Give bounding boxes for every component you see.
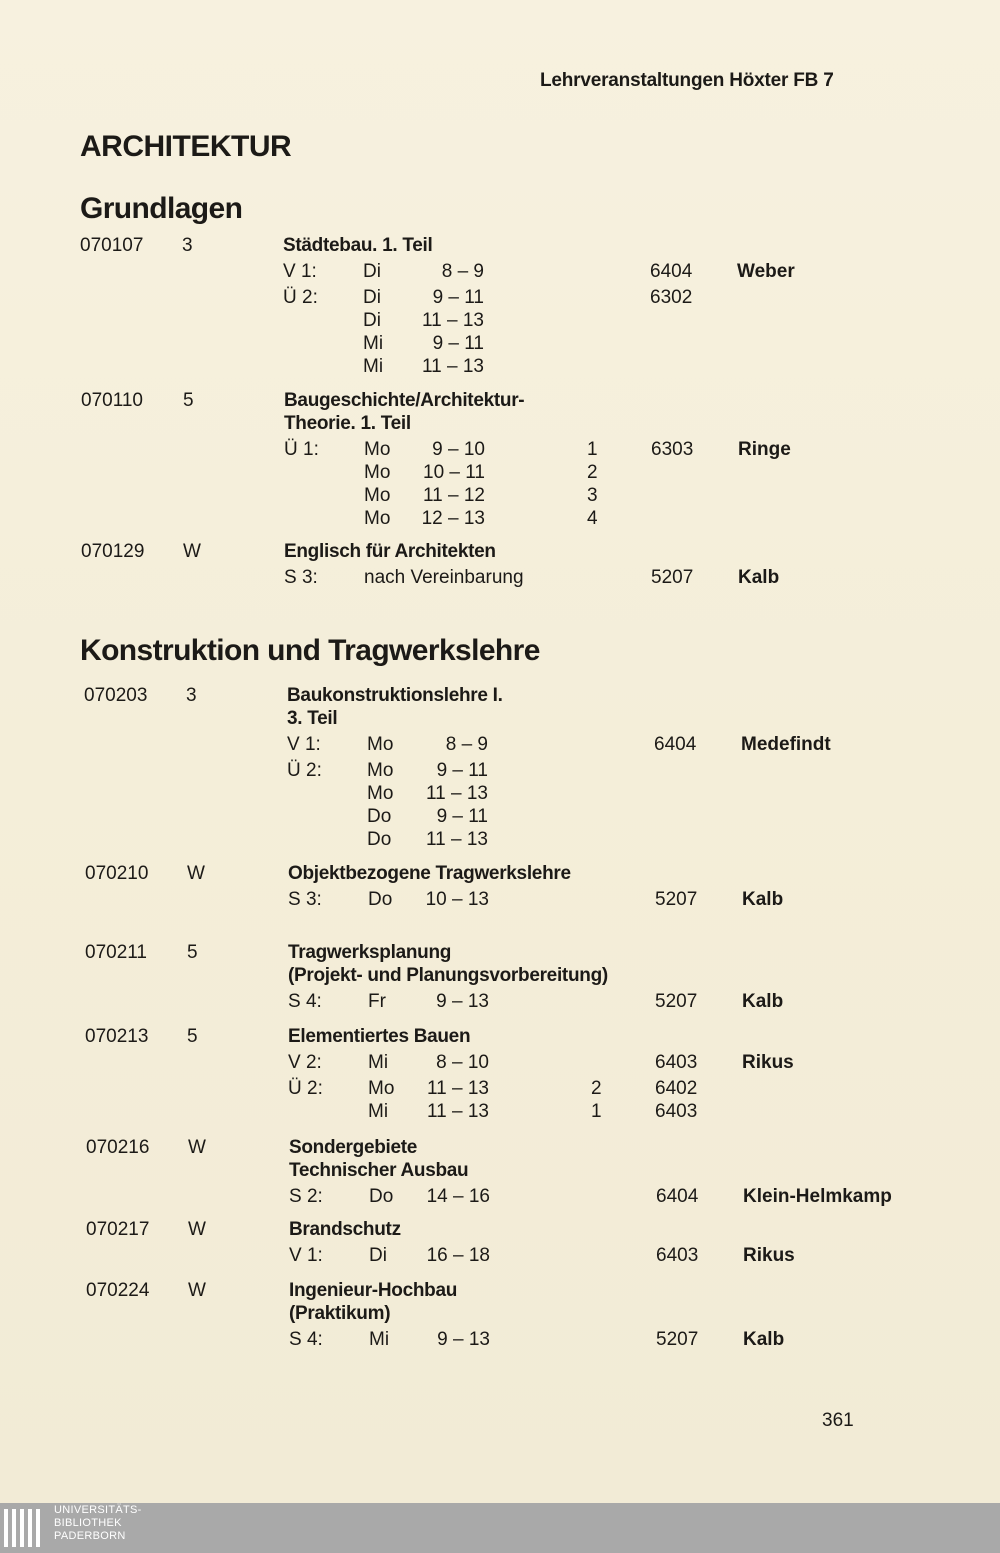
session-time: 11 – 13	[422, 356, 484, 377]
session-day: Fr	[368, 991, 386, 1012]
course-credit: 3	[186, 685, 197, 706]
session-lecturer: Kalb	[742, 991, 784, 1012]
course-credit: W	[188, 1219, 206, 1240]
running-header: Lehrveranstaltungen Höxter FB 7	[540, 70, 834, 91]
course-code: 070203	[84, 685, 148, 706]
session-day: Do	[367, 806, 392, 827]
session-day: Di	[369, 1245, 387, 1266]
session-type: S 3:	[284, 567, 318, 588]
session-type: V 1:	[287, 734, 321, 755]
session-room: 6404	[650, 261, 693, 282]
session-day: Do	[369, 1186, 394, 1207]
session-day: Mo	[368, 1078, 395, 1099]
session-type: V 1:	[283, 261, 317, 282]
session-type: Ü 1:	[284, 439, 319, 460]
session-day: Mi	[363, 356, 384, 377]
library-footer-banner	[0, 1503, 1000, 1553]
session-time: 14 – 16	[426, 1186, 490, 1207]
course-title: Städtebau. 1. Teil	[283, 235, 433, 256]
session-time: 11 – 13	[422, 310, 484, 331]
course-code: 070211	[85, 942, 147, 963]
session-day: Di	[363, 310, 381, 331]
session-room: 5207	[656, 1329, 699, 1350]
session-type: S 2:	[289, 1186, 323, 1207]
session-day: Mi	[368, 1101, 389, 1122]
session-time: 8 – 10	[436, 1052, 489, 1073]
course-credit: 5	[183, 390, 194, 411]
section-heading: Konstruktion und Tragwerkslehre	[80, 634, 540, 667]
section-heading: Grundlagen	[80, 192, 243, 225]
session-time: 9 – 13	[437, 1329, 490, 1350]
course-title: Ingenieur-Hochbau	[289, 1280, 458, 1301]
session-group: 1	[587, 439, 598, 460]
course-title: Baukonstruktionslehre I.	[287, 685, 503, 706]
session-day: Mo	[364, 485, 391, 506]
session-type: Ü 2:	[287, 760, 322, 781]
session-room: 6402	[655, 1078, 698, 1099]
session-time: 11 – 13	[427, 1101, 489, 1122]
session-time: 9 – 11	[432, 287, 484, 308]
session-lecturer: Kalb	[738, 567, 780, 588]
course-code: 070213	[85, 1026, 149, 1047]
session-day: Mo	[367, 734, 394, 755]
session-time: 12 – 13	[421, 508, 485, 529]
course-credit: W	[187, 863, 205, 884]
session-time: 11 – 13	[426, 783, 488, 804]
session-group: 3	[587, 485, 598, 506]
session-day: Mo	[364, 439, 391, 460]
session-lecturer: Kalb	[743, 1329, 785, 1350]
session-day: Do	[367, 829, 392, 850]
session-type: Ü 2:	[283, 287, 318, 308]
session-lecturer: Kalb	[742, 889, 784, 910]
faculty-heading: ARCHITEKTUR	[80, 130, 292, 163]
course-title: Sondergebiete	[289, 1137, 418, 1158]
course-title: Theorie. 1. Teil	[284, 413, 411, 434]
course-code: 070129	[81, 541, 145, 562]
course-title: Englisch für Architekten	[284, 541, 496, 562]
session-day: nach Vereinbarung	[364, 567, 524, 588]
session-type: V 1:	[289, 1245, 323, 1266]
session-time: 9 – 13	[436, 991, 489, 1012]
session-time: 9 – 11	[432, 333, 484, 354]
session-time: 11 – 13	[427, 1078, 489, 1099]
session-room: 5207	[655, 991, 698, 1012]
course-title: (Praktikum)	[289, 1303, 391, 1324]
library-name-line: BIBLIOTHEK	[54, 1517, 122, 1529]
session-time: 11 – 12	[423, 485, 485, 506]
session-room: 5207	[651, 567, 694, 588]
library-name-line: PADERBORN	[54, 1530, 126, 1542]
session-time: 9 – 11	[436, 760, 488, 781]
course-code: 070107	[80, 235, 144, 256]
session-day: Mi	[368, 1052, 389, 1073]
course-title: Objektbezogene Tragwerkslehre	[288, 863, 571, 884]
library-logo-icon	[4, 1509, 48, 1549]
session-time: 8 – 9	[445, 734, 488, 755]
course-credit: 3	[182, 235, 193, 256]
session-lecturer: Rikus	[743, 1245, 795, 1266]
session-group: 2	[587, 462, 598, 483]
session-lecturer: Ringe	[738, 439, 791, 460]
library-name	[54, 1504, 142, 1543]
course-title: Technischer Ausbau	[289, 1160, 469, 1181]
session-day: Di	[363, 287, 381, 308]
session-group: 4	[587, 508, 598, 529]
session-room: 6404	[654, 734, 697, 755]
course-title: Baugeschichte/Architektur-	[284, 390, 525, 411]
session-type: S 3:	[288, 889, 322, 910]
session-type: S 4:	[288, 991, 322, 1012]
session-time: 8 – 9	[441, 261, 484, 282]
session-room: 6403	[655, 1052, 698, 1073]
session-lecturer: Medefindt	[741, 734, 831, 755]
course-title: 3. Teil	[287, 708, 338, 729]
course-title: Tragwerksplanung	[288, 942, 452, 963]
session-lecturer: Weber	[737, 261, 795, 282]
session-room: 5207	[655, 889, 698, 910]
course-credit: W	[188, 1137, 206, 1158]
session-type: V 2:	[288, 1052, 322, 1073]
session-time: 11 – 13	[426, 829, 488, 850]
course-credit: W	[183, 541, 201, 562]
session-group: 1	[591, 1101, 602, 1122]
page-number: 361	[822, 1410, 854, 1431]
library-name-line: UNIVERSITÄTS-	[54, 1504, 142, 1516]
session-lecturer: Klein-Helmkamp	[743, 1186, 892, 1207]
session-day: Mo	[367, 760, 394, 781]
course-title: (Projekt- und Planungsvorbereitung)	[288, 965, 608, 986]
course-code: 070216	[86, 1137, 150, 1158]
session-time: 9 – 11	[436, 806, 488, 827]
course-credit: 5	[187, 1026, 198, 1047]
session-day: Do	[368, 889, 393, 910]
session-type: Ü 2:	[288, 1078, 323, 1099]
session-day: Mi	[363, 333, 384, 354]
session-group: 2	[591, 1078, 602, 1099]
session-day: Mo	[367, 783, 394, 804]
course-credit: W	[188, 1280, 206, 1301]
course-code: 070217	[86, 1219, 150, 1240]
course-credit: 5	[187, 942, 198, 963]
course-title: Elementiertes Bauen	[288, 1026, 471, 1047]
session-day: Mi	[369, 1329, 390, 1350]
session-room: 6302	[650, 287, 693, 308]
session-room: 6403	[656, 1245, 699, 1266]
session-time: 16 – 18	[426, 1245, 490, 1266]
session-time: 9 – 10	[432, 439, 485, 460]
course-code: 070224	[86, 1280, 150, 1301]
session-day: Mo	[364, 508, 391, 529]
session-lecturer: Rikus	[742, 1052, 794, 1073]
session-day: Mo	[364, 462, 391, 483]
course-code: 070210	[85, 863, 149, 884]
session-day: Di	[363, 261, 381, 282]
session-room: 6303	[651, 439, 694, 460]
session-type: S 4:	[289, 1329, 323, 1350]
session-time: 10 – 11	[423, 462, 485, 483]
session-room: 6403	[655, 1101, 698, 1122]
session-time: 10 – 13	[425, 889, 489, 910]
course-title: Brandschutz	[289, 1219, 401, 1240]
session-room: 6404	[656, 1186, 699, 1207]
course-code: 070110	[81, 390, 143, 411]
